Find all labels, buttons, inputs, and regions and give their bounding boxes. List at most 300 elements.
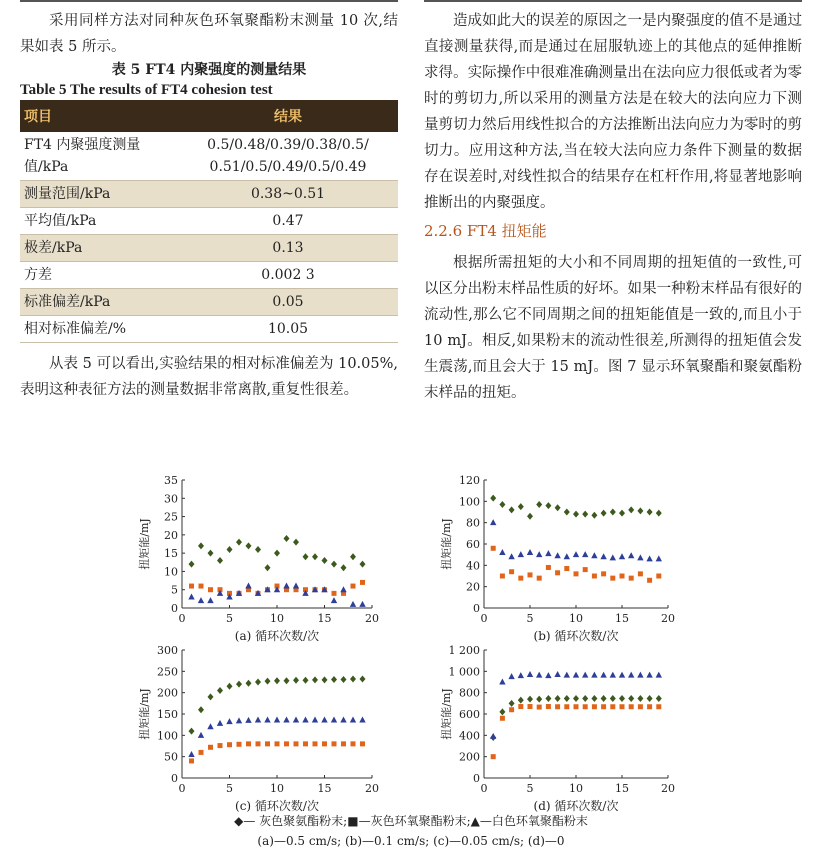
point-triangle bbox=[527, 671, 533, 677]
top-rule-left bbox=[20, 0, 398, 2]
y-tick-label: 0 bbox=[171, 772, 178, 785]
point-diamond bbox=[331, 561, 337, 568]
x-tick-label: 0 bbox=[480, 782, 488, 795]
x-tick-label: 15 bbox=[317, 612, 332, 625]
x-tick-label: 20 bbox=[365, 612, 379, 625]
point-square bbox=[360, 741, 365, 746]
point-diamond bbox=[350, 553, 356, 560]
table-row bbox=[20, 132, 398, 181]
x-tick-label: 20 bbox=[661, 782, 675, 795]
point-triangle bbox=[283, 583, 289, 589]
x-tick-label: 5 bbox=[526, 612, 534, 625]
point-square bbox=[620, 704, 625, 709]
y-tick-label: 40 bbox=[466, 559, 480, 573]
y-tick-label: 400 bbox=[459, 729, 480, 743]
y-tick-label: 100 bbox=[459, 495, 480, 509]
point-diamond bbox=[331, 676, 337, 683]
panel-label: (d) 循环次数/次 bbox=[533, 799, 619, 813]
point-triangle bbox=[207, 597, 213, 603]
point-diamond bbox=[198, 542, 204, 549]
row-label: 平均值/kPa bbox=[20, 208, 178, 235]
point-diamond bbox=[518, 503, 524, 510]
point-square bbox=[518, 576, 523, 581]
point-diamond bbox=[303, 677, 309, 684]
x-tick-label: 0 bbox=[178, 612, 186, 625]
y-tick-label: 50 bbox=[164, 750, 178, 764]
y-tick-label: 5 bbox=[171, 583, 178, 597]
y-tick-label: 35 bbox=[164, 474, 178, 487]
row-value: 0.38~0.51 bbox=[178, 181, 398, 208]
y-axis-label: 扭矩能/mJ bbox=[440, 518, 453, 570]
point-square bbox=[500, 574, 505, 579]
point-square bbox=[294, 741, 299, 746]
y-tick-label: 0 bbox=[473, 602, 480, 615]
paragraph: 采用同样方法对同种灰色环氧聚酯粉末测量 10 次,结果如表 5 所示。 bbox=[20, 13, 398, 55]
point-diamond bbox=[527, 513, 533, 520]
point-square bbox=[237, 742, 242, 747]
point-diamond bbox=[591, 695, 597, 702]
y-tick-label: 0 bbox=[171, 602, 178, 615]
point-triangle bbox=[518, 672, 524, 678]
point-square bbox=[332, 741, 337, 746]
x-tick-label: 10 bbox=[270, 612, 284, 625]
x-tick-label: 10 bbox=[270, 782, 284, 795]
point-square bbox=[351, 741, 356, 746]
point-triangle bbox=[637, 554, 643, 560]
point-square bbox=[601, 571, 606, 576]
point-square bbox=[518, 704, 523, 709]
point-triangle bbox=[573, 672, 579, 678]
point-triangle bbox=[600, 553, 606, 559]
x-tick-label: 5 bbox=[526, 782, 534, 795]
point-diamond bbox=[647, 509, 653, 516]
x-tick-label: 15 bbox=[615, 612, 629, 625]
point-square bbox=[189, 584, 194, 589]
point-square bbox=[360, 580, 365, 585]
point-triangle bbox=[255, 716, 261, 722]
row-value: 0.5/0.48/0.39/0.38/0.5/ 0.51/0.5/0.49/0.5/0.49 bbox=[178, 132, 398, 181]
point-triangle bbox=[331, 716, 337, 722]
point-diamond bbox=[490, 495, 496, 502]
point-diamond bbox=[637, 507, 643, 514]
point-triangle bbox=[656, 555, 662, 561]
y-tick-label: 0 bbox=[473, 772, 480, 785]
row-label: 标准偏差/kPa bbox=[20, 289, 178, 316]
x-tick-label: 5 bbox=[226, 612, 233, 625]
y-tick-label: 1 200 bbox=[448, 644, 480, 657]
point-square bbox=[528, 704, 533, 709]
point-square bbox=[332, 591, 337, 596]
point-square bbox=[629, 704, 634, 709]
point-square bbox=[491, 754, 496, 759]
point-square bbox=[555, 570, 560, 575]
point-diamond bbox=[189, 561, 195, 568]
point-triangle bbox=[582, 672, 588, 678]
y-tick-label: 10 bbox=[164, 565, 178, 579]
point-triangle bbox=[499, 549, 505, 555]
point-square bbox=[208, 587, 213, 592]
point-triangle bbox=[274, 716, 280, 722]
point-square bbox=[199, 584, 204, 589]
y-tick-label: 80 bbox=[466, 516, 480, 530]
torque-charts bbox=[0, 460, 822, 856]
point-square bbox=[546, 565, 551, 570]
point-square bbox=[509, 569, 514, 574]
point-diamond bbox=[536, 501, 542, 508]
x-tick-label: 10 bbox=[569, 612, 583, 625]
point-diamond bbox=[265, 678, 271, 685]
point-square bbox=[208, 745, 213, 750]
x-tick-label: 10 bbox=[569, 782, 583, 795]
point-triangle bbox=[508, 553, 514, 559]
point-triangle bbox=[536, 551, 542, 557]
y-tick-label: 600 bbox=[459, 708, 480, 721]
point-triangle bbox=[350, 601, 356, 607]
point-triangle bbox=[245, 583, 251, 589]
point-diamond bbox=[217, 687, 223, 694]
table-row bbox=[20, 316, 398, 343]
y-tick-label: 25 bbox=[164, 510, 178, 524]
point-square bbox=[564, 704, 569, 709]
point-diamond bbox=[637, 695, 643, 702]
point-square bbox=[656, 574, 661, 579]
paragraph: 根据所需扭矩的大小和不同周期的扭矩值的一致性,可以区分出粉末样品性质的好坏。如果一种粉末样品有很好的流动性,那么它不同周期之间的扭矩能值是一致的,而且小于 10 mJ。相反,如果粉末的流动性很差,所测得的扭矩值会发生震荡,而且会大于 15 mJ。图 7 显示环氧聚酯和聚氨酯粉末样品的扭矩。 bbox=[424, 255, 802, 401]
point-triangle bbox=[610, 672, 616, 678]
point-square bbox=[322, 741, 327, 746]
point-triangle bbox=[293, 716, 299, 722]
point-diamond bbox=[628, 506, 634, 513]
point-square bbox=[491, 546, 496, 551]
table-header-result: 结果 bbox=[178, 100, 398, 132]
figure-caption: (a)—0.5 cm/s; (b)—0.1 cm/s; (c)—0.05 cm/s; (d)—0 bbox=[257, 834, 565, 848]
row-value: 10.05 bbox=[178, 316, 398, 343]
row-value: 0.05 bbox=[178, 289, 398, 316]
point-diamond bbox=[284, 535, 290, 542]
point-diamond bbox=[555, 695, 561, 702]
point-diamond bbox=[656, 695, 662, 702]
point-diamond bbox=[284, 677, 290, 684]
point-diamond bbox=[499, 501, 505, 508]
point-triangle bbox=[302, 716, 308, 722]
point-triangle bbox=[236, 717, 242, 723]
point-triangle bbox=[628, 672, 634, 678]
point-diamond bbox=[208, 550, 214, 557]
point-triangle bbox=[207, 723, 213, 729]
point-square bbox=[537, 705, 542, 710]
point-triangle bbox=[591, 552, 597, 558]
panel-label: (c) 循环次数/次 bbox=[235, 799, 319, 813]
point-square bbox=[583, 567, 588, 572]
point-square bbox=[313, 741, 318, 746]
point-diamond bbox=[573, 511, 579, 518]
point-diamond bbox=[360, 561, 366, 568]
x-tick-label: 15 bbox=[317, 782, 332, 795]
point-triangle bbox=[490, 733, 496, 739]
point-square bbox=[218, 743, 223, 748]
top-rule-right bbox=[424, 0, 802, 2]
paragraph: 从表 5 可以看出,实验结果的相对标准偏差为 10.05%,表明这种表征方法的测量数据非常离散,重复性很差。 bbox=[20, 356, 398, 398]
point-triangle bbox=[283, 716, 289, 722]
point-triangle bbox=[518, 551, 524, 557]
left-column bbox=[20, 8, 398, 403]
point-square bbox=[583, 704, 588, 709]
point-diamond bbox=[536, 696, 542, 703]
figure-7 bbox=[0, 460, 822, 856]
point-diamond bbox=[527, 696, 533, 703]
x-tick-label: 5 bbox=[226, 782, 233, 795]
point-square bbox=[351, 584, 356, 589]
point-square bbox=[592, 704, 597, 709]
point-square bbox=[275, 741, 280, 746]
point-diamond bbox=[265, 564, 271, 571]
point-triangle bbox=[582, 551, 588, 557]
point-diamond bbox=[236, 539, 242, 546]
row-label: FT4 内聚强度测量值/kPa bbox=[20, 132, 178, 181]
row-value: 0.13 bbox=[178, 235, 398, 262]
point-square bbox=[555, 704, 560, 709]
point-triangle bbox=[527, 549, 533, 555]
point-triangle bbox=[359, 716, 365, 722]
point-square bbox=[528, 572, 533, 577]
point-square bbox=[610, 704, 615, 709]
point-square bbox=[284, 741, 289, 746]
row-label: 测量范围/kPa bbox=[20, 181, 178, 208]
point-square bbox=[189, 758, 194, 763]
y-tick-label: 20 bbox=[466, 580, 480, 594]
point-diamond bbox=[582, 695, 588, 702]
row-label: 极差/kPa bbox=[20, 235, 178, 262]
panel-label: (b) 循环次数/次 bbox=[533, 629, 619, 643]
point-diamond bbox=[217, 557, 223, 564]
point-square bbox=[265, 741, 270, 746]
y-tick-label: 800 bbox=[459, 686, 480, 700]
point-diamond bbox=[564, 695, 570, 702]
table-header-item: 项目 bbox=[20, 100, 178, 132]
point-triangle bbox=[245, 717, 251, 723]
point-square bbox=[620, 574, 625, 579]
point-diamond bbox=[601, 510, 607, 517]
point-triangle bbox=[646, 672, 652, 678]
y-tick-label: 200 bbox=[157, 686, 178, 700]
point-diamond bbox=[255, 546, 261, 553]
point-triangle bbox=[554, 671, 560, 677]
point-diamond bbox=[619, 695, 625, 702]
point-diamond bbox=[303, 553, 309, 560]
point-triangle bbox=[591, 672, 597, 678]
x-tick-label: 20 bbox=[661, 612, 675, 625]
y-axis-label: 扭矩能/mJ bbox=[138, 518, 151, 570]
point-diamond bbox=[545, 502, 551, 509]
point-triangle bbox=[499, 679, 505, 685]
point-diamond bbox=[293, 677, 299, 684]
point-triangle bbox=[573, 551, 579, 557]
y-tick-label: 200 bbox=[459, 750, 480, 764]
point-square bbox=[246, 741, 251, 746]
point-square bbox=[546, 704, 551, 709]
point-triangle bbox=[656, 672, 662, 678]
y-tick-label: 15 bbox=[164, 547, 178, 561]
point-diamond bbox=[274, 550, 280, 557]
point-diamond bbox=[360, 676, 366, 683]
point-diamond bbox=[509, 506, 515, 513]
point-diamond bbox=[582, 511, 588, 518]
point-diamond bbox=[322, 557, 328, 564]
point-diamond bbox=[564, 509, 570, 516]
y-tick-label: 20 bbox=[164, 528, 178, 542]
point-triangle bbox=[350, 716, 356, 722]
point-triangle bbox=[340, 586, 346, 592]
point-square bbox=[592, 574, 597, 579]
x-tick-label: 0 bbox=[480, 612, 488, 625]
row-label: 方差 bbox=[20, 262, 178, 289]
point-diamond bbox=[350, 676, 356, 683]
point-diamond bbox=[619, 510, 625, 517]
point-triangle bbox=[646, 555, 652, 561]
point-diamond bbox=[198, 706, 204, 713]
point-triangle bbox=[600, 672, 606, 678]
y-tick-label: 300 bbox=[157, 644, 178, 657]
results-table bbox=[20, 100, 398, 343]
point-triangle bbox=[545, 550, 551, 556]
point-diamond bbox=[610, 509, 616, 516]
point-triangle bbox=[188, 751, 194, 757]
point-square bbox=[638, 704, 643, 709]
y-tick-label: 120 bbox=[459, 474, 480, 487]
point-square bbox=[629, 576, 634, 581]
point-square bbox=[509, 707, 514, 712]
table-caption-en: Table 5 The results of FT4 cohesion test bbox=[20, 82, 273, 98]
point-diamond bbox=[573, 695, 579, 702]
point-diamond bbox=[246, 680, 252, 687]
point-triangle bbox=[264, 716, 270, 722]
row-label: 相对标准偏差/% bbox=[20, 316, 178, 343]
point-diamond bbox=[255, 679, 261, 686]
row-value: 0.002 3 bbox=[178, 262, 398, 289]
table-row bbox=[20, 235, 398, 262]
table-row bbox=[20, 181, 398, 208]
y-axis-label: 扭矩能/mJ bbox=[138, 688, 151, 740]
y-tick-label: 100 bbox=[157, 729, 178, 743]
table-row bbox=[20, 289, 398, 316]
y-tick-label: 250 bbox=[157, 665, 178, 679]
point-square bbox=[656, 704, 661, 709]
row-value: 0.47 bbox=[178, 208, 398, 235]
y-tick-label: 60 bbox=[466, 538, 480, 551]
x-tick-label: 0 bbox=[178, 782, 186, 795]
point-triangle bbox=[359, 601, 365, 607]
point-diamond bbox=[236, 681, 242, 688]
point-triangle bbox=[637, 672, 643, 678]
point-diamond bbox=[312, 676, 318, 683]
point-triangle bbox=[226, 718, 232, 724]
point-triangle bbox=[536, 672, 542, 678]
point-square bbox=[647, 704, 652, 709]
y-tick-label: 1 000 bbox=[448, 665, 480, 679]
point-diamond bbox=[555, 504, 561, 511]
point-triangle bbox=[490, 519, 496, 525]
point-diamond bbox=[509, 700, 515, 707]
point-triangle bbox=[217, 720, 223, 726]
point-diamond bbox=[610, 695, 616, 702]
point-diamond bbox=[189, 728, 195, 735]
paragraph: 造成如此大的误差的原因之一是内聚强度的值不是通过直接测量获得,而是通过在屈服轨迹上的其他点的延伸推断求得。实际操作中很难准确测量出在法向应力很低或者为零时的剪切力,所以采用的测量方法是在较大的法向应力下测量剪切力然后用线性拟合的方法推断出法向应力为零时的剪切力。应用这种方法,当在较大法向应力条件下测量的数据存在误差时,对线性拟合的结果存在杠杆作用,将显著地影响推断出的内聚强度。 bbox=[424, 13, 802, 211]
point-triangle bbox=[331, 597, 337, 603]
point-diamond bbox=[518, 697, 524, 704]
point-square bbox=[638, 571, 643, 576]
point-diamond bbox=[246, 542, 252, 549]
point-triangle bbox=[312, 716, 318, 722]
point-diamond bbox=[227, 546, 233, 553]
point-square bbox=[500, 716, 505, 721]
point-triangle bbox=[610, 554, 616, 560]
point-diamond bbox=[322, 676, 328, 683]
point-triangle bbox=[293, 583, 299, 589]
table-row bbox=[20, 208, 398, 235]
point-diamond bbox=[274, 677, 280, 684]
figure-legend: ◆— 灰色聚氨酯粉末;■—灰色环氧聚酯粉末;▲—白色环氧聚酯粉末 bbox=[234, 814, 588, 828]
point-diamond bbox=[208, 693, 214, 700]
point-triangle bbox=[340, 716, 346, 722]
point-triangle bbox=[619, 672, 625, 678]
x-tick-label: 15 bbox=[615, 782, 629, 795]
point-diamond bbox=[628, 695, 634, 702]
point-square bbox=[610, 576, 615, 581]
point-square bbox=[256, 741, 261, 746]
y-tick-label: 30 bbox=[164, 492, 178, 506]
point-square bbox=[303, 741, 308, 746]
point-diamond bbox=[601, 695, 607, 702]
table-row bbox=[20, 262, 398, 289]
point-diamond bbox=[656, 510, 662, 517]
point-square bbox=[574, 571, 579, 576]
panel-label: (a) 循环次数/次 bbox=[234, 629, 320, 643]
point-triangle bbox=[188, 594, 194, 600]
point-square bbox=[341, 741, 346, 746]
point-square bbox=[537, 576, 542, 581]
x-tick-label: 20 bbox=[365, 782, 379, 795]
point-diamond bbox=[647, 695, 653, 702]
point-diamond bbox=[293, 539, 299, 546]
point-diamond bbox=[499, 708, 505, 715]
point-triangle bbox=[508, 673, 514, 679]
point-square bbox=[199, 750, 204, 755]
point-triangle bbox=[554, 552, 560, 558]
point-square bbox=[574, 704, 579, 709]
point-triangle bbox=[564, 672, 570, 678]
point-square bbox=[564, 566, 569, 571]
section-heading: 2.2.6 FT4 扭矩能 bbox=[424, 222, 547, 240]
point-diamond bbox=[341, 564, 347, 571]
point-diamond bbox=[545, 695, 551, 702]
point-triangle bbox=[198, 732, 204, 738]
y-axis-label: 扭矩能/mJ bbox=[440, 688, 453, 740]
point-square bbox=[601, 704, 606, 709]
point-diamond bbox=[312, 553, 318, 560]
point-triangle bbox=[619, 553, 625, 559]
point-diamond bbox=[341, 676, 347, 683]
right-column bbox=[424, 8, 802, 406]
point-triangle bbox=[564, 553, 570, 559]
point-triangle bbox=[198, 597, 204, 603]
table-caption-cn: 表 5 FT4 内聚强度的测量结果 bbox=[111, 62, 307, 78]
point-diamond bbox=[591, 512, 597, 519]
y-tick-label: 150 bbox=[157, 708, 178, 721]
point-triangle bbox=[321, 716, 327, 722]
point-square bbox=[647, 578, 652, 583]
point-triangle bbox=[545, 672, 551, 678]
point-square bbox=[227, 742, 232, 747]
point-triangle bbox=[628, 552, 634, 558]
